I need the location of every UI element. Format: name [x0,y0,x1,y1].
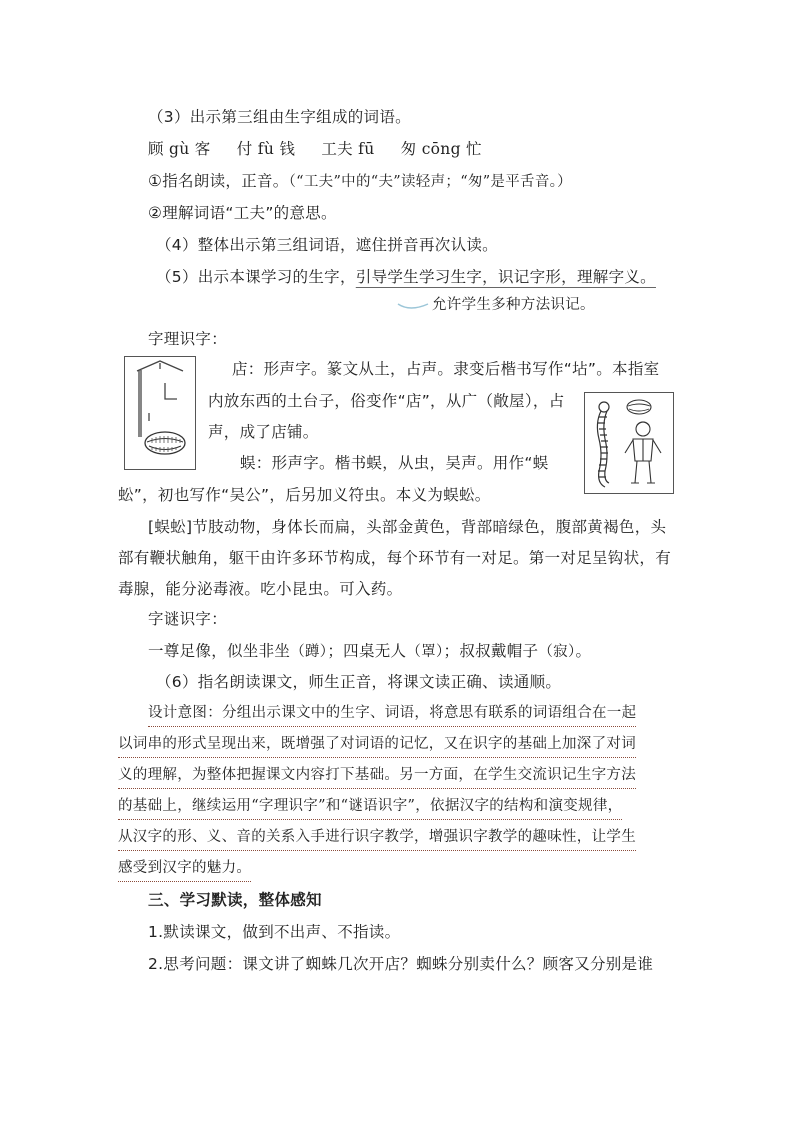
wu-line-1: 蜈：形声字。楷书蜈，从虫，吴声。用作“蜈 [240,454,549,472]
word-guke: 顾 gù 客 [148,140,211,158]
design-line-2: 以词串的形式呈现出来，既增强了对词语的记忆，又在识字的基础上加深了对词 [118,733,636,758]
wu-line-2: 蚣”，初也写作“吴公”，后另加义符虫。本义为蜈蚣。 [118,486,491,504]
dian-line-1: 店：形声字。篆文从土，占声。隶变后楷书写作“坫”。本指室 [232,360,660,378]
dian-line-3: 声，成了店铺。 [208,423,319,441]
design-line-4: 的基础上，继续运用“字理识字”和“谜语识字”，依据汉字的结构和演变规律， [118,795,622,820]
wu-illustration-image [584,392,674,494]
step3-heading: （3）出示第三组由生字组成的词语。 [148,108,411,126]
step5-comment: 允许学生多种方法识记。 [432,297,595,313]
step5-underlined: 引导学生学习生字，识记字形，理解字义。 [355,268,656,286]
zimi-title: 字谜识字： [148,610,228,628]
riddles: 一尊足像，似坐非坐（蹲）；四桌无人（罩）；叔叔戴帽子（寂）。 [148,642,592,660]
zili-title: 字理识字： [148,330,228,348]
comment-connector-icon [396,296,432,312]
word-list [148,138,482,160]
step3-item2: ②理解词语“工夫”的意思。 [148,204,337,222]
step6: （6）指名朗读课文，师生正音，将课文读正确、读通顺。 [156,673,562,691]
step5: （5）出示本课学习的生字，引导学生学习生字，识记字形，理解字义。 [156,268,656,286]
word-fuqian: 付 fù 钱 [236,140,296,158]
design-line-6: 感受到汉字的魅力。 [118,857,251,882]
design-line-3: 义的理解，为整体把握课文内容打下基础。另一方面，在学生交流识记生字方法 [118,764,636,789]
wugong-line-1: [蜈蚣]节肢动物，身体长而扁，头部金黄色，背部暗绿色，腹部黄褐色，头 [148,518,667,536]
word-congmang: 匆 cōng 忙 [400,140,482,158]
word-gongfu: 工夫 fū [321,140,375,158]
question-2: 2.思考问题：课文讲了蜘蛛几次开店？蜘蛛分别卖什么？顾客又分别是谁 [148,955,654,973]
design-line-1: 设计意图：分组出示课文中的生字、词语，将意思有联系的词语组合在一起 [148,702,636,727]
dian-seal-script-image [124,356,196,470]
wugong-line-3: 毒腺，能分泌毒液。吃小昆虫。可入药。 [118,580,403,598]
step4: （4）整体出示第三组词语，遮住拼音再次认读。 [156,236,498,254]
design-line-5: 从汉字的形、义、音的关系入手进行识字教学，增强识字教学的趣味性，让学生 [118,826,636,851]
section3-title: 三、学习默读，整体感知 [148,891,322,909]
question-1: 1.默读课文，做到不出声、不指读。 [148,923,401,941]
dian-line-2: 内放东西的土台子，俗变作“店”，从广（敞屋），占 [208,392,565,410]
step3-item1: ①指名朗读，正音。（“工夫”中的“夫”读轻声；“匆”是平舌音。） [148,172,572,190]
wugong-line-2: 部有鞭状触角，躯干由许多环节构成，每个环节有一对足。第一对足呈钩状，有 [118,549,672,567]
